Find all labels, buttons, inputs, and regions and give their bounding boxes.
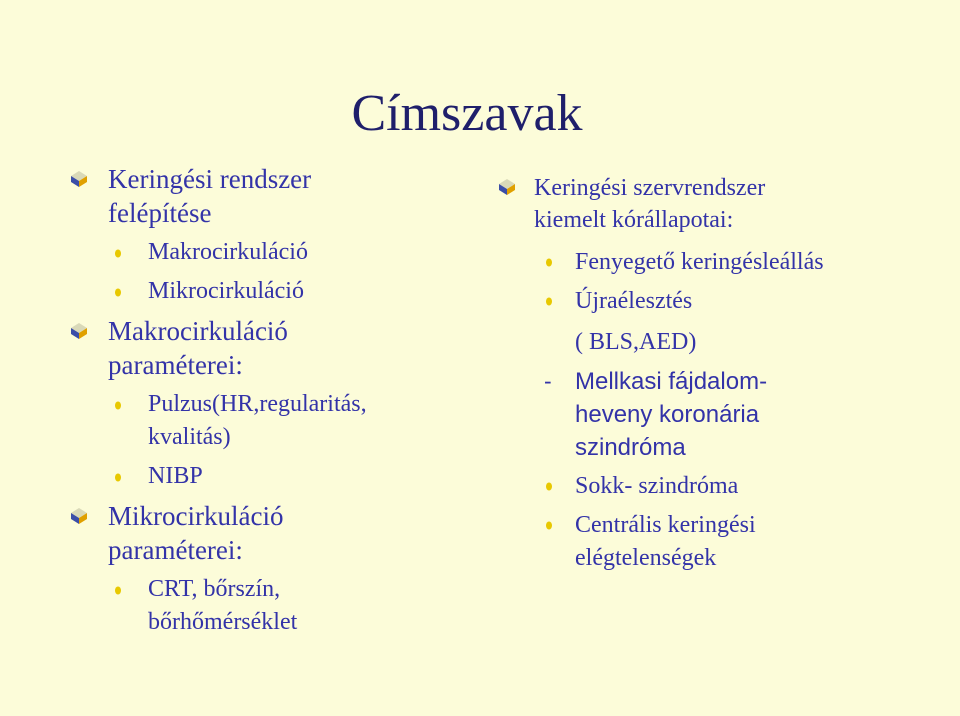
bullet-keringesi-szervrendszer [498,172,938,236]
subbullet-text: Centrális keringési [575,512,756,538]
subbullet-text: NIBP [148,463,203,489]
subbullet-nibp [70,460,450,493]
subbullet-text: CRT, bőrszín, [148,576,281,602]
bullet-text: Mikrocirkuláció [108,501,284,531]
subbullet-crt [70,573,450,639]
subbullet-text: szindróma [575,434,686,461]
bullet-keringesi-rendszer [70,162,450,230]
subbullet-text: Fenyegető keringésleállás [575,249,824,275]
subbullet-makrocirkulacio [70,236,450,269]
bullet-text: Keringési rendszer [108,164,312,194]
bullet-text: felépítése [108,198,212,228]
bullet-text: Makrocirkuláció [108,316,288,346]
subbullet-text: heveny koronária [575,401,760,428]
subbullet-text: Sokk- szindróma [575,473,739,499]
dash-item-mellkasi [498,365,938,464]
yellow-dot-bullet-icon [114,586,122,595]
subbullet-text: elégtelenségek [575,545,717,571]
yellow-dot-bullet-icon [114,288,122,297]
yellow-dot-bullet-icon [114,401,122,410]
subbullet-text: bőrhőmérséklet [148,609,298,635]
bullet-text: paraméterei: [108,350,243,380]
bullet-text: Keringési szervrendszer [534,175,766,201]
beveled-square-bullet-icon [70,507,88,525]
subbullet-text: Mellkasi fájdalom- [575,368,768,395]
slide-title [0,84,960,144]
yellow-dot-bullet-icon [545,521,553,530]
yellow-dot-bullet-icon [114,473,122,482]
dash-marker: - [544,368,552,394]
subbullet-text: Pulzus(HR,regularitás, [148,391,367,417]
subbullet-fenyegeto [498,246,938,279]
yellow-dot-bullet-icon [545,297,553,306]
left-column [70,162,450,639]
subbullet-text: ( BLS,AED) [575,329,697,355]
yellow-dot-bullet-icon [545,258,553,267]
yellow-dot-bullet-icon [545,482,553,491]
subbullet-text: Mikrocirkuláció [148,278,304,304]
bullet-text: paraméterei: [108,535,243,565]
bullet-makrocirkulacio-parameterei [70,314,450,382]
beveled-square-bullet-icon [70,322,88,340]
beveled-square-bullet-icon [498,178,516,196]
subbullet-text: Újraélesztés [575,288,693,314]
subbullet-centralis [498,509,938,575]
subbullet-mikrocirkulacio [70,275,450,308]
subbullet-ujraelesztes [498,285,938,359]
subbullet-text: kvalitás) [148,424,231,450]
subbullet-sokk [498,470,938,503]
bullet-mikrocirkulacio-parameterei [70,499,450,567]
subbullet-text: Makrocirkuláció [148,239,308,265]
beveled-square-bullet-icon [70,170,88,188]
right-column [498,172,938,575]
bullet-text: kiemelt kórállapotai: [534,207,734,233]
slide-title-text: Címszavak [351,85,583,142]
subbullet-pulzus [70,388,450,454]
yellow-dot-bullet-icon [114,249,122,258]
